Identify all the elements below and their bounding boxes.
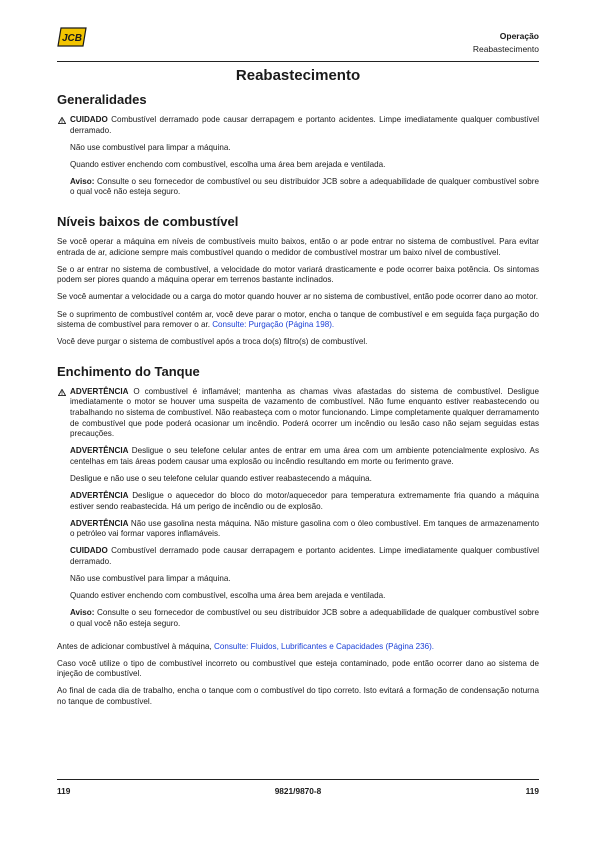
paragraph: Se você aumentar a velocidade ou a carga do motor quando houver ar no sistema de combustível, então pode ocorrer dano ao motor. — [57, 292, 538, 302]
paragraph: Ao final de cada dia de trabalho, encha o tanque com o combustível do tipo correto. Isto evitará a formação de condensação noturna no tanque de combustível. — [57, 686, 539, 706]
warning-notice — [57, 387, 539, 440]
notice-label: Aviso: — [70, 608, 95, 618]
warning-label: ADVERTÊNCIA — [70, 446, 129, 456]
instruction-line: Quando estiver enchendo com combustível, escolha uma área bem arejada e ventilada. — [70, 591, 386, 601]
header-rule — [57, 61, 539, 62]
notice — [57, 177, 539, 198]
paragraph-text: Antes de adicionar combustível à máquina, — [57, 641, 215, 651]
caution-text: Combustível derramado pode causar derrapagem e portanto acidentes. Limpe imediatamente qualquer combustível derramado. — [70, 546, 539, 567]
paragraph — [57, 642, 539, 653]
footer-doc-number: 9821/9870-8 — [274, 786, 322, 796]
instruction-line: Não use combustível para limpar a máquina. — [70, 142, 231, 152]
warning-text: Não use gasolina nesta máquina. Não misture gasolina com o óleo combustível. Em tanques de armazenamento o petróleo vai formar vapores inflamáveis. — [70, 518, 539, 539]
footer-page-right: 119 — [525, 786, 539, 796]
warning-notice — [57, 446, 539, 467]
caution-label: CUIDADO — [70, 546, 108, 556]
paragraph-text: Se o suprimento de combustível contém ar, você deve parar o motor, encha o tanque de combustível e em seguida faça purgação do sistema de combustível para remover o ar. — [57, 309, 539, 330]
paragraph: Se o ar entrar no sistema de combustível, a velocidade do motor variará drasticamente e pode ocorrer baixa potência. Os sintomas podem ser piores quando a máquina operar em terrenos bastante inclinados. — [57, 264, 539, 285]
warning-text: Desligue o seu telefone celular antes de entrar em uma área com um ambiente potencialmente explosivo. As centelhas em tais áreas podem causar uma explosão ou incêndio resultando em morte ou ferimento grave. — [70, 446, 539, 466]
caution-notice — [57, 546, 539, 567]
warning-triangle-icon — [58, 117, 66, 124]
warning-label: ADVERTÊNCIA — [70, 518, 129, 528]
paragraph: Se você operar a máquina em níveis de combustíveis muito baixos, então o ar pode entrar no sistema de combustível. Para evitar entrada de ar, adicione sempre mais combustível quando o medidor de combustível mostrar um baixo nível de combustível. — [57, 237, 539, 257]
header-subsection: Reabastecimento — [472, 44, 539, 54]
header-section: Operação — [499, 31, 539, 41]
notice-text: Consulte o seu fornecedor de combustível ou seu distribuidor JCB sobre a adequabilidade de qualquer combustível sobre o qual você não esteja seguro. — [70, 608, 539, 628]
warning-triangle-icon — [58, 389, 66, 396]
instruction-line: Desligue e não use o seu telefone celular quando estiver reabastecendo a máquina. — [70, 473, 372, 483]
warning-notice — [57, 519, 539, 540]
heading-niveis-baixos: Níveis baixos de combustível — [57, 214, 239, 230]
warning-notice — [57, 491, 539, 512]
notice-label: Aviso: — [70, 176, 95, 186]
heading-enchimento: Enchimento do Tanque — [57, 363, 200, 379]
caution-text: Combustível derramado pode causar derrapagem e portanto acidentes. Limpe imediatamente qualquer combustível derramado. — [70, 115, 539, 135]
warning-label: ADVERTÊNCIA — [70, 491, 129, 501]
instruction-line: Não use combustível para limpar a máquina. — [70, 574, 231, 584]
svg-text:JCB: JCB — [61, 33, 83, 44]
warning-label: ADVERTÊNCIA — [70, 386, 129, 396]
warning-text: Desligue o aquecedor do bloco do motor/aquecedor para temperatura extremamente fria quando a máquina estiver sendo reabastecida. Há um perigo de incêndio ou de explosão. — [70, 491, 539, 511]
footer-page-left: 119 — [57, 786, 71, 796]
paragraph: Caso você utilize o tipo de combustível incorreto ou combustível que esteja contaminado, pode então ocorrer dano ao sistema de injeção de combustível. — [57, 658, 539, 679]
caution-notice — [57, 115, 539, 136]
page-title: Reabastecimento — [235, 67, 361, 84]
caution-label: CUIDADO — [70, 115, 108, 124]
footer-rule — [57, 779, 539, 780]
heading-generalidades: Generalidades — [57, 92, 147, 107]
notice — [57, 608, 539, 629]
link-purgacao[interactable]: Consulte: Purgação (Página 198). — [212, 320, 335, 330]
jcb-logo — [57, 27, 87, 47]
paragraph: Você deve purgar o sistema de combustível após a troca do(s) filtro(s) de combustível. — [57, 337, 368, 347]
notice-text: Consulte o seu fornecedor de combustível ou seu distribuidor JCB sobre a adequabilidade de qualquer combustível sobre o qual você não esteja seguro. — [70, 176, 539, 197]
instruction-line: Quando estiver enchendo com combustível, escolha uma área bem arejada e ventilada. — [70, 159, 386, 169]
page-content — [57, 92, 539, 714]
link-fluidos[interactable]: Consulte: Fluidos, Lubrificantes e Capacidades (Página 236). — [214, 641, 435, 651]
paragraph — [57, 310, 539, 331]
warning-text: O combustível é inflamável; mantenha as chamas vivas afastadas do sistema de combustível. Desligue imediatamente o motor se houver uma suspeita de vazamento de combustível. Não fume enquanto estiver reabastecendo ou trabalhando no sistema de combustível. Não reabasteça com o motor funcionando. Limpe completamente qualquer derramamento de combustível que pode poderá ocasionar um incêndio. Poderá ocorrer um incêndio ou lesão caso não sejam seguidas estas precauções. — [70, 386, 539, 439]
running-header — [473, 30, 539, 56]
